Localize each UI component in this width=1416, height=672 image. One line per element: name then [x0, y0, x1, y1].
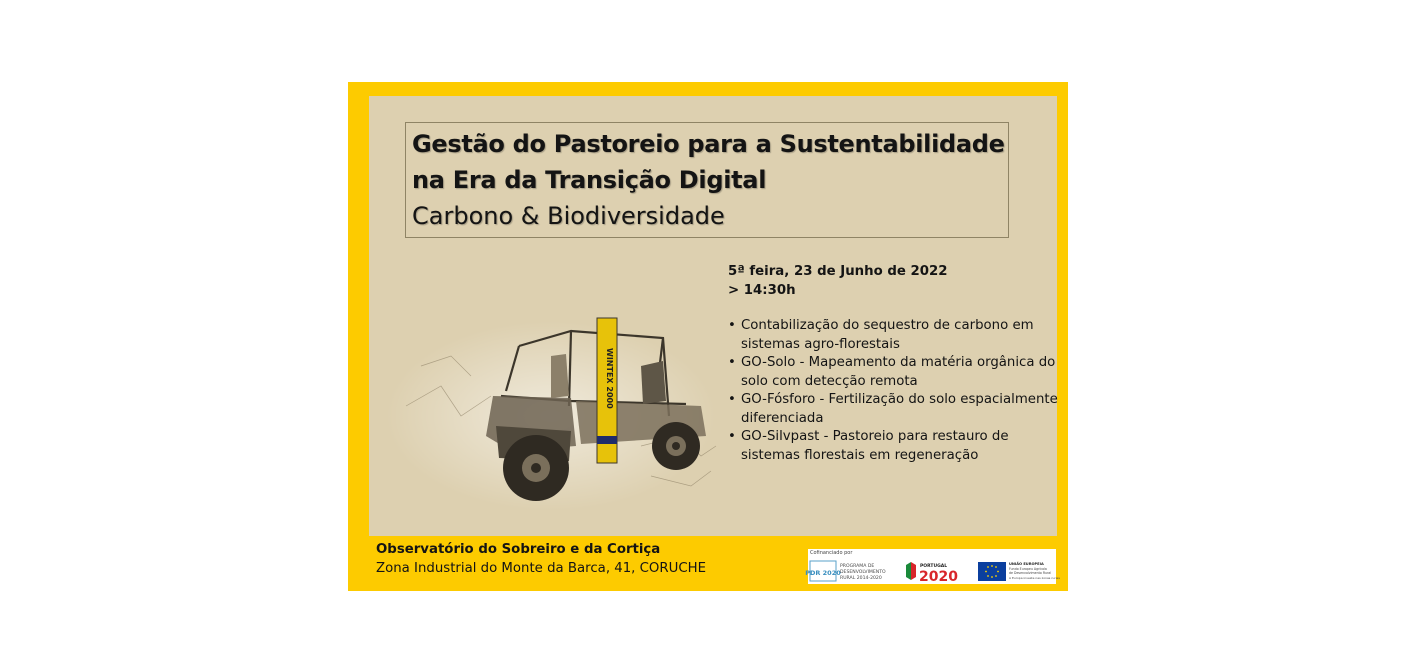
eu-line-2: de Desenvolvimento Rural	[1009, 571, 1052, 575]
utility-vehicle-image	[401, 286, 721, 506]
topic-list	[728, 317, 1058, 465]
eu-line-1: Fundo Europeu Agrícola	[1009, 567, 1047, 571]
event-info	[728, 262, 1058, 465]
pdr2020-logo	[805, 560, 896, 582]
topic-item: • GO-Solo - Mapeamento da matéria orgânica do solo com detecção remota	[728, 354, 1058, 391]
pdr-text-2: DESENVOLVIMENTO	[840, 570, 886, 575]
eu-flag-logo	[978, 560, 1060, 582]
title-box	[405, 122, 1009, 238]
topic-item: • Contabilização do sequestro de carbono em sistemas agro-florestais	[728, 317, 1058, 354]
topic-item: • GO-Silvpast - Pastoreio para restauro de sistemas florestais em regeneração	[728, 428, 1058, 465]
cofinanced-label: Cofinanciado por	[810, 550, 853, 556]
pt-small: PORTUGAL	[920, 564, 948, 569]
event-poster	[348, 82, 1068, 591]
content-panel	[369, 96, 1057, 536]
eu-title: UNIÃO EUROPEIA	[1009, 562, 1044, 566]
pt-big: 2020	[919, 569, 958, 585]
event-time: > 14:30h	[728, 283, 796, 298]
mast-label: WINTEX 2000	[605, 348, 614, 409]
subtitle: Carbono & Biodiversidade	[412, 202, 725, 230]
venue-footer	[376, 541, 706, 578]
venue-address: Zona Industrial do Monte da Barca, 41, CORUCHE	[376, 560, 707, 576]
pdr-mark: PDR 2020	[805, 569, 841, 577]
pdr-text-1: PROGRAMA DE	[840, 564, 875, 569]
title-line-1: Gestão do Pastoreio para a Sustentabilidade	[412, 130, 1005, 158]
title-line-2: na Era da Transição Digital	[412, 166, 767, 194]
organization-name: Observatório do Sobreiro e da Cortiça	[376, 542, 661, 557]
eu-line-3: A Europa investe nas zonas rurais	[1009, 576, 1060, 580]
portugal2020-logo	[904, 559, 968, 583]
event-date: 5ª feira, 23 de Junho de 2022	[728, 264, 948, 279]
pdr-text-3: RURAL 2014-2020	[840, 576, 882, 581]
funding-logos	[805, 549, 1060, 585]
topic-item: • GO-Fósforo - Fertilização do solo espacialmente diferenciada	[728, 391, 1058, 428]
